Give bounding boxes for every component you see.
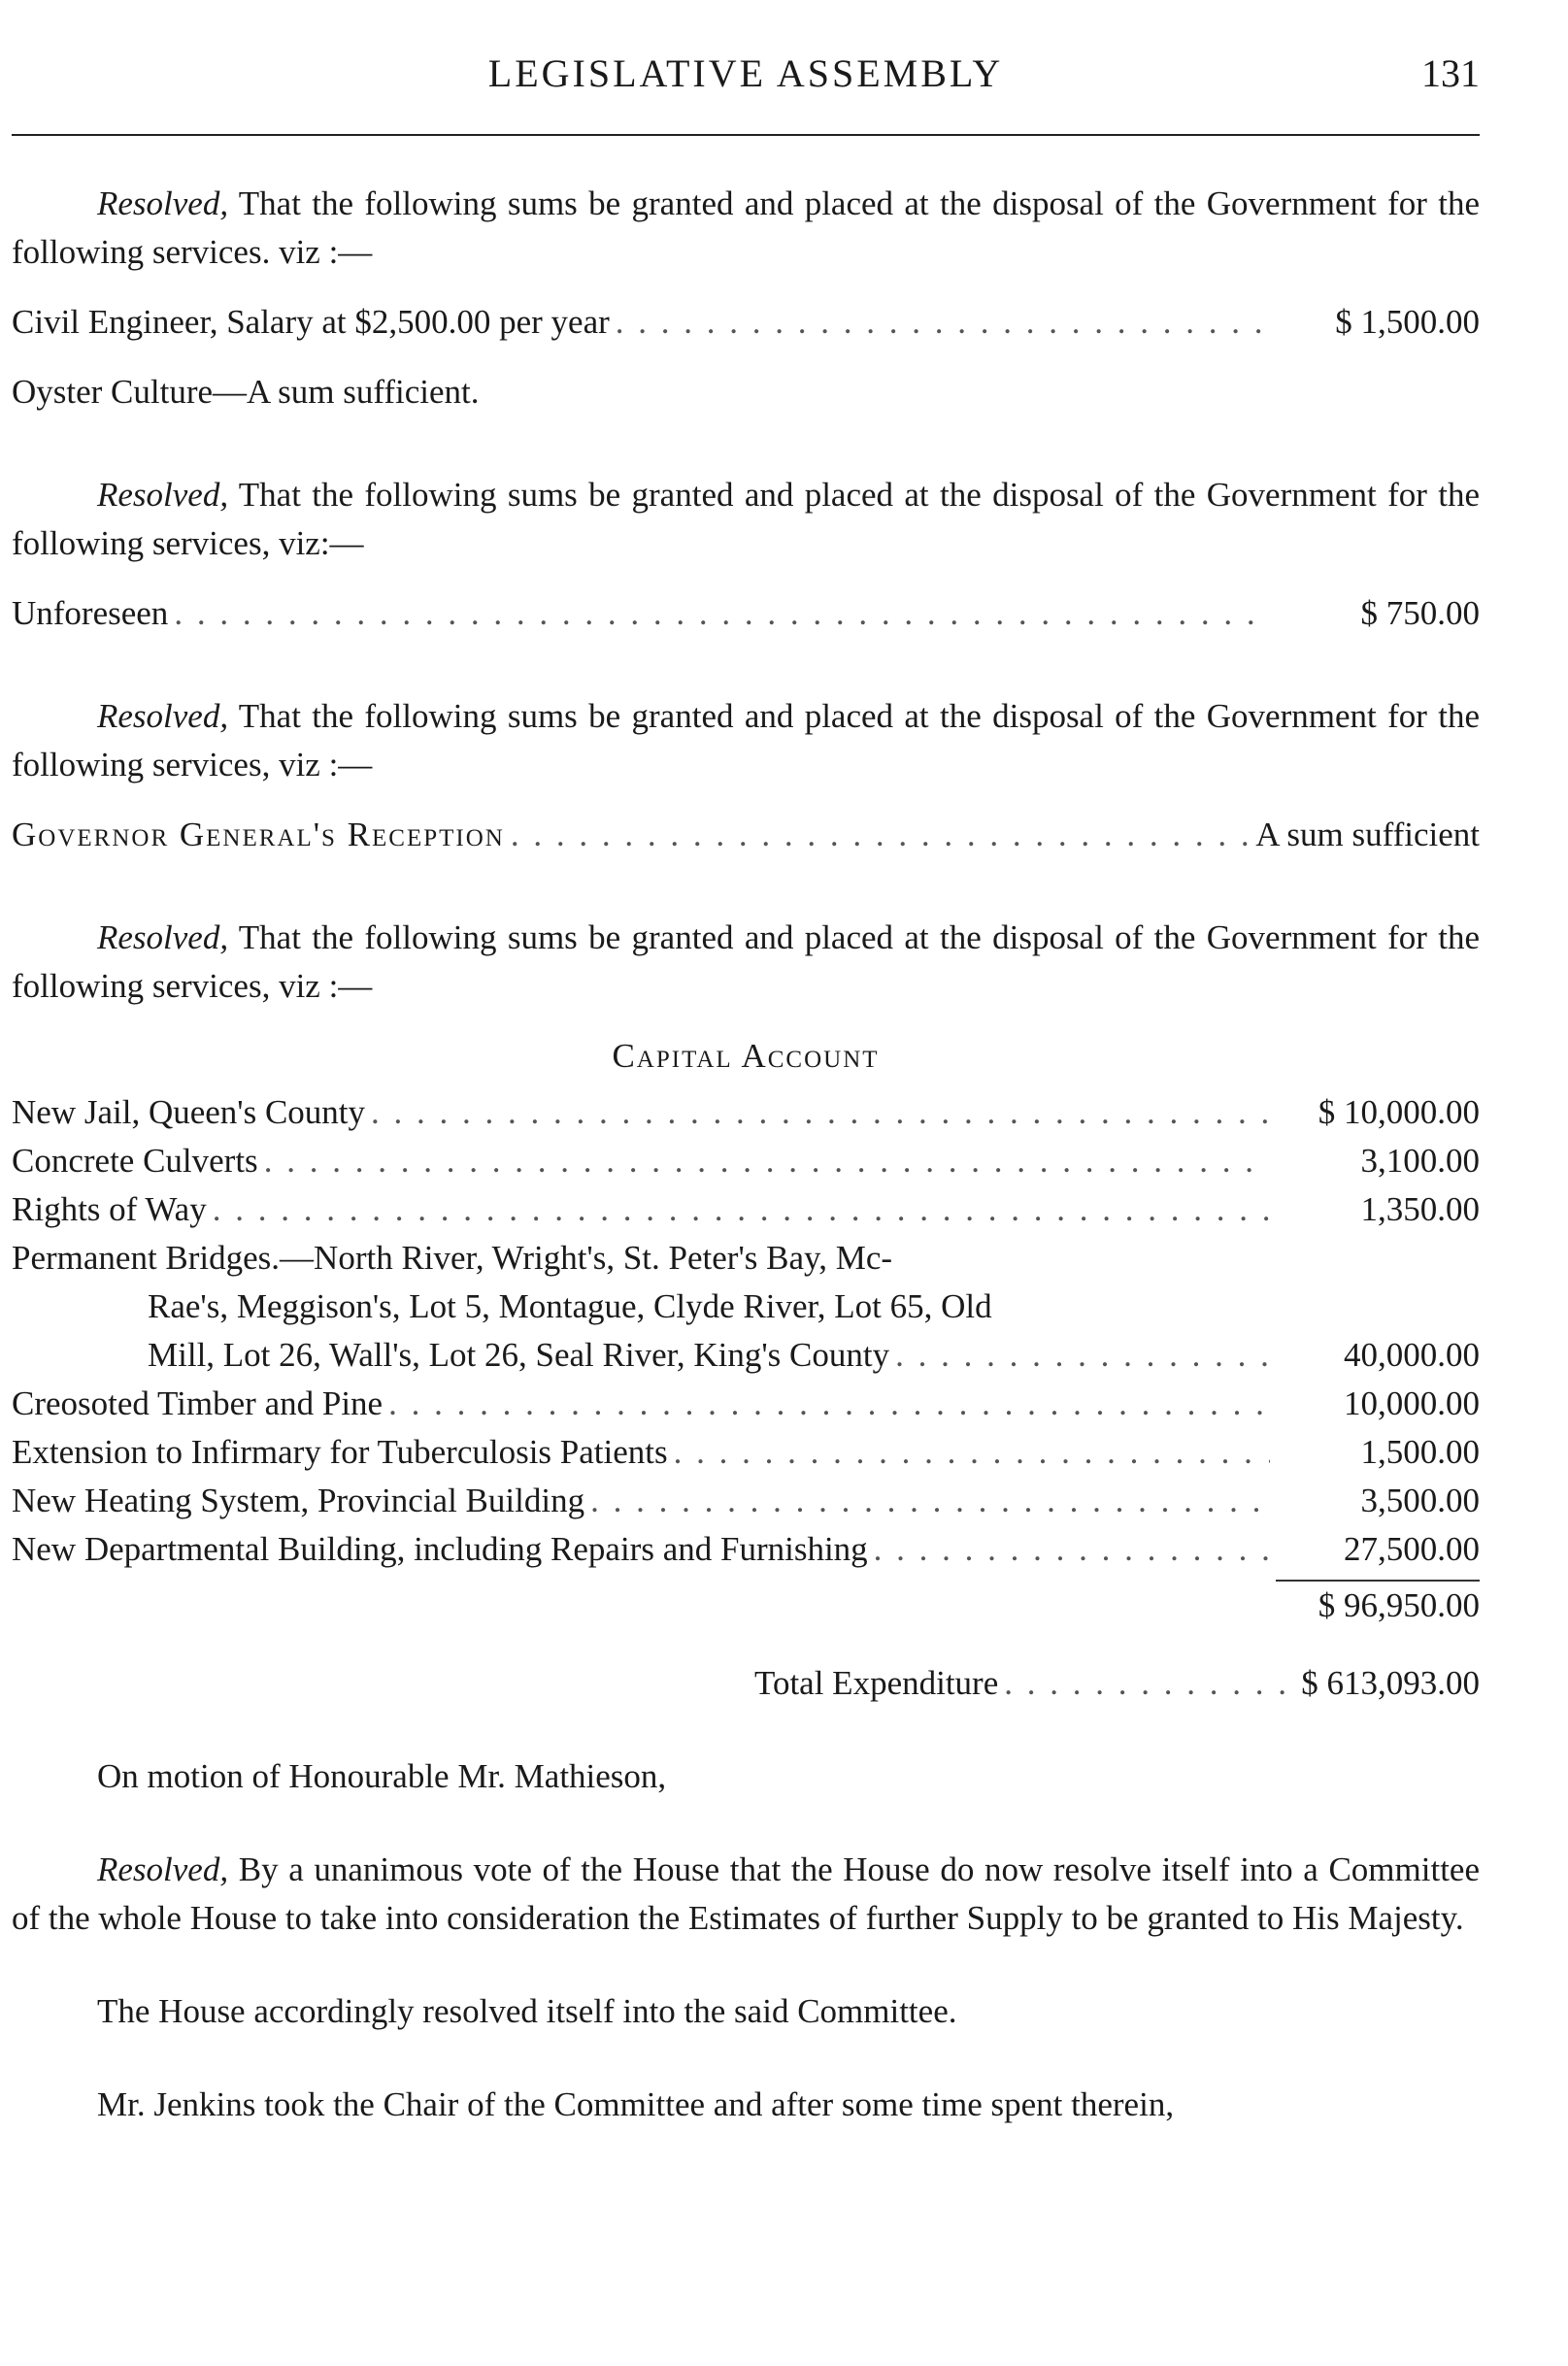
- leader-dots: [590, 1477, 1270, 1525]
- header-rule: [12, 134, 1480, 136]
- page-body: [12, 180, 1480, 2129]
- item-label: New Heating System, Provincial Building: [12, 1482, 585, 1519]
- chair-paragraph: Mr. Jenkins took the Chair of the Committee and after some time spent therein,: [97, 2085, 1175, 2123]
- item-amount: A sum sufficient: [1255, 816, 1480, 853]
- expenditure-item: [12, 811, 1480, 859]
- leader-dots: [616, 298, 1270, 347]
- resolution-text: By a unanimous vote of the House that the House do now resolve itself into a Committee of the whole House to take into consideration the Estimates of further Supply to be granted to His Majesty.: [12, 1850, 1481, 1937]
- leader-dots: [674, 1428, 1270, 1477]
- expenditure-item: [12, 1088, 1480, 1137]
- resolution-paragraph: [12, 692, 1480, 789]
- item-amount: 3,100.00: [1360, 1142, 1480, 1180]
- resolution-text: That the following sums be granted and placed at the disposal of the Government for the following services, viz :—: [12, 697, 1480, 783]
- note-line: Oyster Culture—A sum sufficient.: [12, 373, 480, 411]
- subtotal-amount: $ 96,950.00: [1318, 1586, 1480, 1624]
- leader-dots: [388, 1380, 1270, 1428]
- leader-dots: [264, 1137, 1270, 1185]
- bridges-line: Permanent Bridges.—North River, Wright's, St. Peter's Bay, Mc-: [12, 1239, 893, 1277]
- page-header: [12, 50, 1480, 109]
- expenditure-item: [12, 589, 1480, 638]
- expenditure-item: [12, 1525, 1480, 1574]
- item-label: Governor General's Reception: [12, 816, 505, 853]
- total-expenditure-row: [12, 1659, 1480, 1708]
- leader-dots: [213, 1185, 1270, 1234]
- item-label: New Departmental Building, including Repairs and Furnishing: [12, 1530, 868, 1568]
- item-label: Concrete Culverts: [12, 1142, 258, 1180]
- resolution-paragraph: [12, 914, 1480, 1011]
- resolution-paragraph: [12, 1846, 1480, 1943]
- resolution-text: That the following sums be granted and placed at the disposal of the Government for the following services. viz :—: [12, 184, 1480, 271]
- item-amount: $ 1,500.00: [1335, 303, 1480, 341]
- item-label: Civil Engineer, Salary at $2,500.00 per year: [12, 303, 610, 341]
- expenditure-item: [12, 1137, 1480, 1185]
- expenditure-item: [12, 298, 1480, 347]
- total-amount: $ 613,093.00: [1301, 1664, 1480, 1702]
- leader-dots: [371, 1088, 1270, 1137]
- motion-line: On motion of Honourable Mr. Mathieson,: [97, 1757, 667, 1795]
- resolution-paragraph: [12, 180, 1480, 277]
- resolved-label: Resolved,: [97, 476, 229, 514]
- item-label: Mill, Lot 26, Wall's, Lot 26, Seal River, King's County: [148, 1336, 890, 1374]
- expenditure-item: [12, 1185, 1480, 1234]
- leader-dots: [511, 811, 1250, 859]
- resolved-label: Resolved,: [97, 918, 229, 956]
- item-amount: 27,500.00: [1344, 1530, 1480, 1568]
- item-label: Rights of Way: [12, 1190, 207, 1228]
- resolution-text: That the following sums be granted and placed at the disposal of the Government for the following services, viz :—: [12, 918, 1480, 1005]
- item-label: Creosoted Timber and Pine: [12, 1384, 384, 1422]
- resolved-label: Resolved,: [97, 697, 229, 735]
- resolution-text: That the following sums be granted and placed at the disposal of the Government for the following services, viz:—: [12, 476, 1480, 562]
- resolved-label: Resolved,: [97, 1850, 229, 1888]
- bridges-line: Rae's, Meggison's, Lot 5, Montague, Clyde River, Lot 65, Old: [148, 1287, 992, 1325]
- page: [12, 0, 1480, 2366]
- item-label: New Jail, Queen's County: [12, 1093, 366, 1131]
- item-amount: $ 750.00: [1360, 594, 1480, 632]
- item-amount: 1,500.00: [1360, 1433, 1480, 1471]
- item-amount: 1,350.00: [1360, 1190, 1480, 1228]
- item-amount: $ 10,000.00: [1318, 1093, 1480, 1131]
- total-label: Total Expenditure: [754, 1664, 999, 1702]
- item-label: Unforeseen: [12, 594, 169, 632]
- resolution-paragraph: [12, 471, 1480, 568]
- section-heading: Capital Account: [612, 1037, 880, 1075]
- leader-dots: [895, 1331, 1270, 1380]
- expenditure-item: [12, 1477, 1480, 1525]
- resolved-label: Resolved,: [97, 184, 229, 222]
- leader-dots: [874, 1525, 1270, 1574]
- expenditure-item: [12, 1428, 1480, 1477]
- expenditure-item: [12, 1380, 1480, 1428]
- committee-line: The House accordingly resolved itself into the said Committee.: [97, 1992, 957, 2030]
- expenditure-item: [12, 1331, 1480, 1380]
- leader-dots: [174, 589, 1270, 638]
- item-amount: 40,000.00: [1344, 1336, 1480, 1374]
- item-amount: 10,000.00: [1344, 1384, 1480, 1422]
- page-number: 131: [1421, 51, 1480, 95]
- leader-dots: [1004, 1659, 1295, 1708]
- running-title: LEGISLATIVE ASSEMBLY: [487, 51, 1004, 95]
- item-label: Extension to Infirmary for Tuberculosis Patients: [12, 1433, 668, 1471]
- item-amount: 3,500.00: [1360, 1482, 1480, 1519]
